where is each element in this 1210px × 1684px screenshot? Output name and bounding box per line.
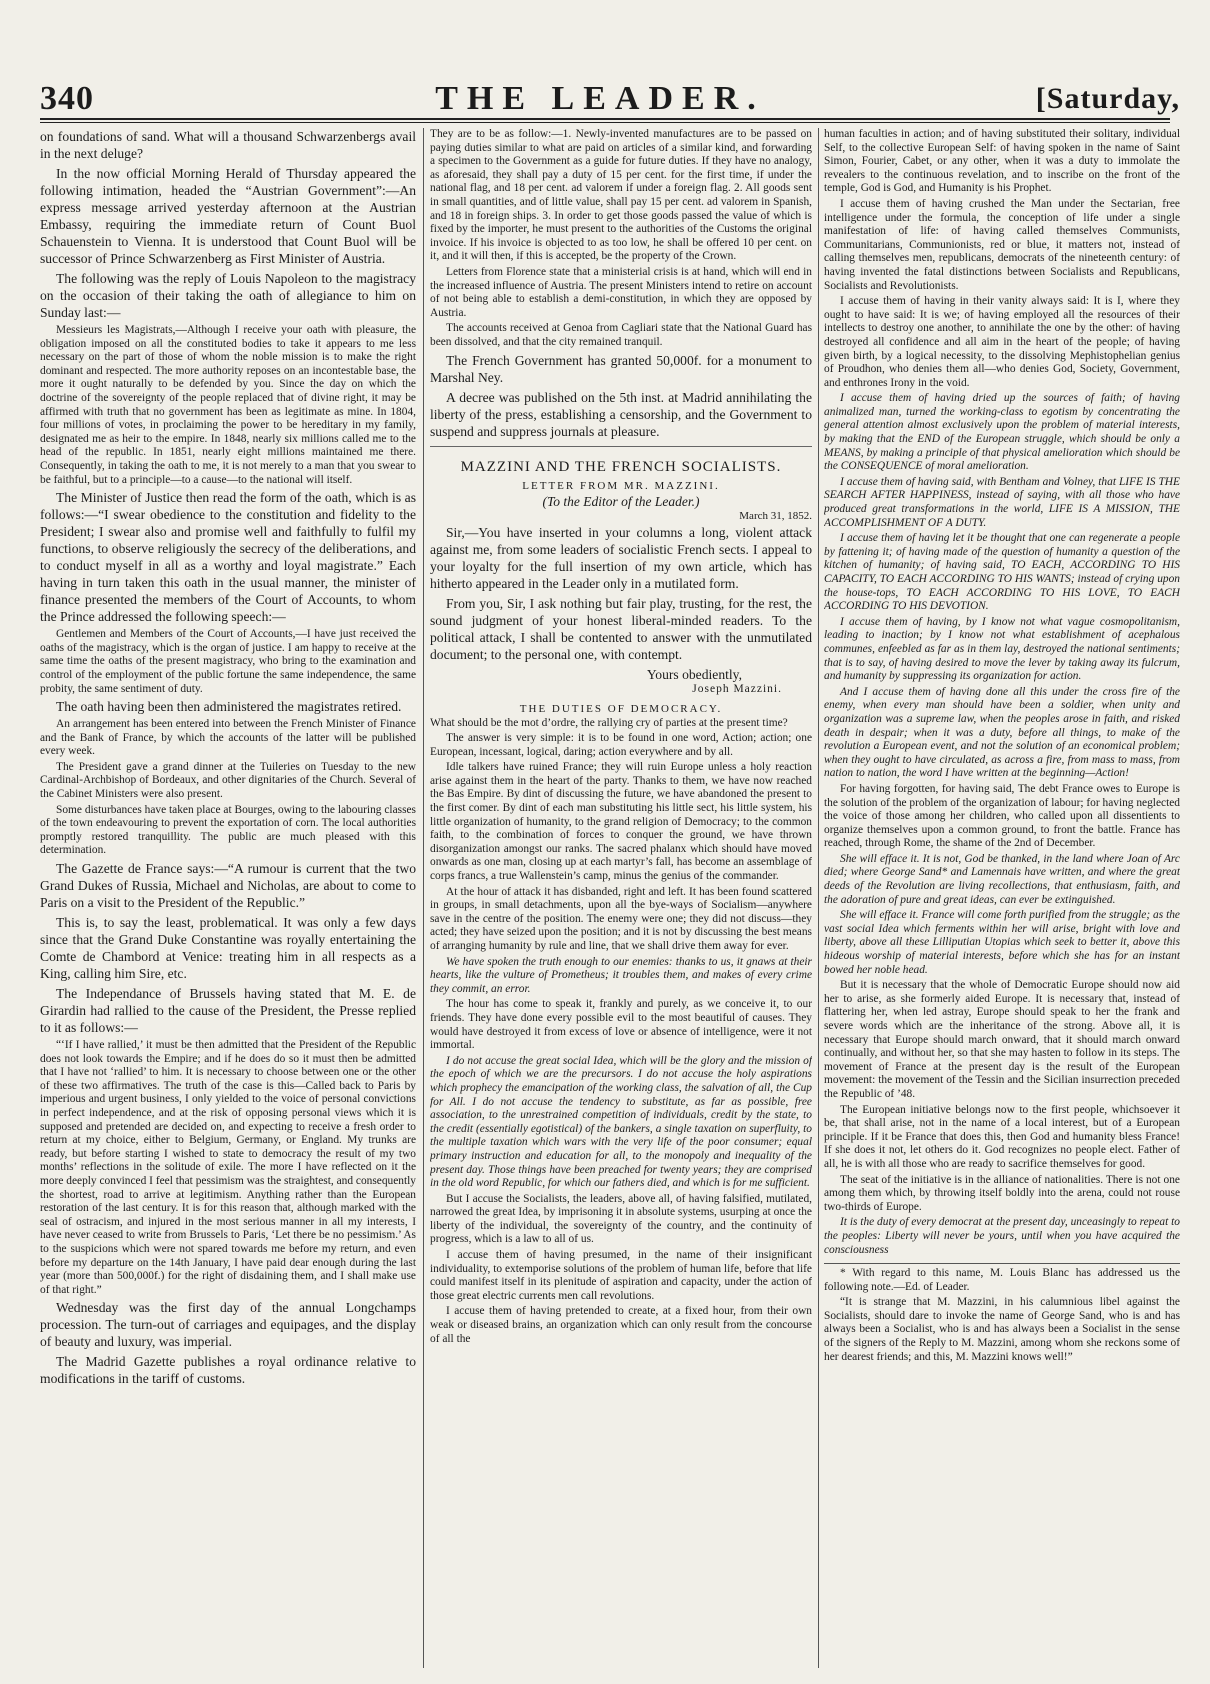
quoted-speech: Gentlemen and Members of the Court of Accounts,—I have just received the oaths of the magistracy, which is the organ of justice. I am happy to receive at the same time the oaths of the present magistracy, who bring to the examination and control of the employment of the public fortune the same independence, the same probity, the same sentiment of duty. bbox=[40, 628, 416, 695]
signature: Joseph Mazzini. bbox=[692, 682, 782, 695]
editor-note: (To the Editor of the Leader.) bbox=[542, 493, 700, 509]
paragraph: The accounts received at Genoa from Cagliari state that the National Guard has been dissolved, and that the city remained tranquil. bbox=[430, 322, 812, 348]
column-1 bbox=[40, 128, 416, 1668]
paragraph: This is, to say the least, problematical. It was only a few days since that the Grand Duke Constantine was royally entertaining the Comte de Chambord at Venice: treating him in all respects as a King, calling him Sire, etc. bbox=[40, 915, 416, 982]
paragraph: I accuse them of having crushed the Man under the Sectarian, free intelligence under the formula, the conception of life under a single manifestation of life: of having called themselves Communists, Communitarians, Communionists, red or blue, it matters not, instead of calling themselves men, republicans, democrats of the nineteenth century: of having invented the fatal distinctions between Socialists and Republicans, Socialists and Revolutionists. bbox=[824, 197, 1180, 292]
news-item: Some disturbances have taken place at Bourges, owing to the labouring classes of the town endeavouring to prevent the exportation of corn. The local authorities promptly restored tranquillity. The public are much pleased with this determination. bbox=[40, 803, 416, 857]
paragraph: They are to be as follow:—1. Newly-invented manufactures are to be passed on paying duties similar to what are paid on articles of a similar kind, and forwarding a specimen to the Government as a guide for future duties. If they have no analogy, as aforesaid, they shall pay a duty of 15 per cent. for the first time, if under the national flag, and 18 per cent. ad valorem if under a foreign flag. 2. All goods sent in small quantities, and of little value, shall pay 15 per cent. ad valorem in Spanish, and 18 in foreign ships. 3. In order to get those goods passed the value of which is fixed by the importer, he must present to the authorities of the Customs the original invoice. If his invoice is objected to as too low, he shall be offered 10 per cent. on it, and it will then, if this is accepted, be the property of the Crown. bbox=[430, 128, 812, 263]
paragraph: The oath having been then administered the magistrates retired. bbox=[56, 699, 402, 715]
paragraph: A decree was published on the 5th inst. at Madrid annihilating the liberty of the press, establishing a censorship, and the Government to suspend and suppress journals at pleasure. bbox=[430, 389, 812, 439]
section-rule bbox=[430, 446, 812, 451]
section-heading: THE DUTIES OF DEMOCRACY. bbox=[519, 702, 723, 715]
paragraph: The hour has come to speak it, frankly and purely, as we conceive it, to our friends. They have done every possible evil to the most beautiful of causes. They would have destroyed it from excess of love or absence of intelligence, were it not immortal. bbox=[430, 998, 812, 1052]
issue-day: [Saturday, bbox=[1035, 82, 1180, 115]
paragraph: I accuse them of having dried up the sources of faith; of having animalized man, turned the working-class to egotism by concentrating the general attention almost exclusively upon the problem of material interests, by making that the END of the European struggle, which should be only a MEANS, by making a principle of that physical amelioration which should be the CONSEQUENCE of moral amelioration. bbox=[824, 392, 1180, 473]
paragraph: What should be the mot d’ordre, the rallying cry of parties at the present time? bbox=[430, 716, 788, 729]
paragraph: She will efface it. It is not, God be thanked, in the land where Joan of Arc died; where George Sand* and Lamennais have written, and where the great deeds of the Revolution are living recollections, that enthusiasm, faith, and the adoration of pure and great ideas, can ever be extinguished. bbox=[824, 852, 1180, 906]
paragraph: The seat of the initiative is in the alliance of nationalities. There is not one among them which, by throwing itself boldly into the arena, could not rouse two-thirds of Europe. bbox=[824, 1173, 1180, 1213]
article-subheading: LETTER FROM MR. MAZZINI. bbox=[522, 479, 720, 492]
column-3 bbox=[824, 128, 1180, 1668]
paragraph: human faculties in action; and of having substituted their solitary, individual Self, to the collective European Self: of having spoken in the name of Saint Simon, Fourier, Cabet, or any other, when it was a duty to immolate the revealers to the continuous revelation, and to inscribe on the front of the temple, God is God, and Humanity is his Prophet. bbox=[824, 128, 1180, 195]
paragraph: I accuse them of having presumed, in the name of their insignificant individuality, to extemporise solutions of the problem of human life, before that life could manifest itself in its plenitude of aspiration and capacity, under the action of those great electric currents men call revolutions. bbox=[430, 1249, 812, 1302]
paragraph: In the now official Morning Herald of Thursday appeared the following intimation, headed the “Austrian Government”:—An express message arrived yesterday afternoon at the Austrian Embassy, requiring the immediate return of Count Buol Schauenstein to Vienna. It is understood that Count Buol will be successor of Prince Schwarzenberg as First Minister of Austria. bbox=[40, 166, 416, 266]
paragraph: Idle talkers have ruined France; they will ruin Europe unless a holy reaction arise against them in the heart of the party. Thanks to them, we have now reached the Bas Empire. By dint of discussing the future, we have abandoned the present to the first comer. By dint of each man substituting his little sect, his little system, his little organization of humanity, to the grand religion of Democracy; to the common faith, to the combination of forces to conquer the ground, we have thrown disorganization amongst our ranks. The sacred phalanx which should have moved onwards as one man, closing up at each martyr’s fall, has become an assemblage of corps francs, a true Wallenstein’s camp, minus the genius of the commander. bbox=[430, 761, 812, 883]
header-rule bbox=[40, 118, 1170, 120]
paragraph: I accuse them of having pretended to create, at a fixed hour, from their own weak or diseased brains, an organization which can only result from the concourse of all the bbox=[430, 1305, 812, 1345]
paragraph: The answer is very simple: it is to be found in one word, Action; action; one European, incessant, logical, daring; action everywhere and by all. bbox=[430, 732, 812, 758]
paragraph: For having forgotten, for having said, The debt France owes to Europe is the solution of the problem of the organization of labour; for having neglected the voice of those among her children, who called upon all dissentients to organize themselves upon a common ground, to front the battle. France has reached, through Rome, the shame of the 2nd of December. bbox=[824, 782, 1180, 850]
paragraph: At the hour of attack it has disbanded, right and left. It has been found scattered in groups, in small detachments, upon all the bye-ways of Socialism—anywhere save in the centre of the position. The enemy were one; they did not discuss—they acted; they have seized upon the position; and it is not by discussing the best means of arranging humanity by rule and line, that we shall drive them away for ever. bbox=[430, 885, 812, 952]
column-divider bbox=[423, 128, 424, 1668]
paragraph: And I accuse them of having done all this under the cross fire of the enemy, when every man should have been a soldier, when unity and organization was a supreme law, when the peoples arose in faith, and risked death in despair; when it was a duty, before all things, to make of the revolution a European event, and not the solution of an economical problem; when they ought to have circulated, as across a fire, from mass to mass, from nation to nation, the word I have written at the beginning—Action! bbox=[824, 685, 1180, 780]
paragraph: The Gazette de France says:—“A rumour is current that the two Grand Dukes of Russia, Michael and Nicholas, are about to come to Paris on a visit to the President of the Republic.” bbox=[40, 861, 416, 911]
news-item: The President gave a grand dinner at the Tuileries on Tuesday to the new Cardinal-Archbishop of Bordeaux, and other dignitaries of the Church. Several of the Cabinet Ministers were also present. bbox=[40, 760, 416, 801]
sign-off: Yours obediently, bbox=[646, 666, 742, 682]
paragraph: on foundations of sand. What will a thousand Schwarzenbergs avail in the next deluge? bbox=[40, 129, 416, 161]
paragraph: It is the duty of every democrat at the present day, unceasingly to repeat to the peoples: Liberty will never be yours, until when you have acquired the consciousness bbox=[824, 1216, 1180, 1256]
column-divider bbox=[818, 128, 819, 1668]
article-heading: MAZZINI AND THE FRENCH SOCIALISTS. bbox=[460, 458, 782, 475]
paragraph: The following was the reply of Louis Napoleon to the magistracy on the occasion of their taking the oath of allegiance to him on Sunday last:— bbox=[40, 271, 416, 320]
paragraph: I accuse them of having in their vanity always said: It is I, where they ought to have said: It is we; of having employed all the resources of their intellects to destroy one another, to annihilate the one by the other: of having destroyed all confidence and all aim in the heart of the people; of having given birth, by a logical necessity, to the dissolving Mephistophelian genius of Proudhon, who denies them all—who denies God, Society, Government, and enthrones Irony in the void. bbox=[824, 295, 1180, 389]
footnote-text: “It is strange that M. Mazzini, in his calumnious libel against the Socialists, should dare to invoke the name of George Sand, who is and has always been a Socialist, who is and has always been a Socialist in the sense of the signers of the Reply to M. Mazzini, among whom she reckons some of her dearest friends; and this, M. Mazzini knows well!” bbox=[824, 1296, 1180, 1363]
footnote-text: * With regard to this name, M. Louis Blanc has addressed us the following note.—Ed. of Leader. bbox=[824, 1267, 1180, 1293]
quoted-speech: Messieurs les Magistrats,—Although I receive your oath with pleasure, the obligation imposed on all the constituted bodies to take it appears to me less necessary on the part of those of whom the noble mission is to make the right dominant and respected. The more authority reposes on an incontestable base, the more it ought naturally to be defended by you. Since the day on which the doctrine of the sovereignty of the people replaced that of divine right, it may be affirmed with truth that no government has been as legitimate as mine. In 1804, four millions of votes, in proclaiming the power to be hereditary in my family, designated me as heir to the empire. In 1848, nearly six millions called me to the head of the republic. In 1851, nearly eight millions maintained me there. Consequently, in taking the oath to me, it is not merely to a man that you swear to be faithful, but to a principle—to a cause—to the national will itself. bbox=[40, 324, 416, 486]
paragraph: The French Government has granted 50,000f. for a monument to Marshal Ney. bbox=[430, 352, 812, 385]
paragraph: But it is necessary that the whole of Democratic Europe should now aid her to arise, as she formerly aided Europe. It is necessary that, instead of flattering her, when led astray, Europe should speak to her the frank and severe words which are the inheritance of the strong. Above all, it is necessary that Europe should march onward, that it should march onward continually, and without her, so that she may hasten to follow in its steps. The movement of France at the present day is the result of the European movement: the movement of the Tessin and the Sicilian insurrection preceded the Republic of ’48. bbox=[824, 979, 1180, 1100]
paragraph: I do not accuse the great social Idea, which will be the glory and the mission of the epoch of which we are the precursors. I do not accuse the holy aspirations which prophecy the emancipation of the working class, the salvation of all, the Cup for All. I do not accuse the tendency to substitute, as far as possible, free association, to the unrestrained competition of individuals, credit by the state, to the credit (essentially egotistical) of the bankers, a single taxation on superfluity, to the multiple taxation which wars with the very life of the poor consumer; equal primary instruction and education for all, to the monopoly and inequality of the present day. Those things have been preached for twenty years; they are comprised in the old word Republic, for which our fathers died, and which is for me sufficient. bbox=[430, 1054, 812, 1190]
paragraph: I accuse them of having let it be thought that one can regenerate a people by fattening it; of having made of the question of humanity a question of the kitchen of humanity; of having said, TO EACH, ACCORDING TO HIS CAPACITY, TO EACH ACCORDING TO HIS WANTS; instead of crying upon the house-tops, TO EACH ACCORDING TO HIS LOVE, TO EACH ACCORDING TO HIS DEVOTION. bbox=[824, 532, 1180, 613]
paragraph: Wednesday was the first day of the annual Longchamps procession. The turn-out of carriages and equipages, and the display of beauty and luxury, was imperial. bbox=[40, 1300, 416, 1350]
paragraph: She will efface it. France will come forth purified from the struggle; as the vast social Idea which ferments within her will arise, bright with love and liberty, above all these Lilliputian Utopias which seek to better it, above this hideous worship of material interests, before which she has for an instant bowed her noble head. bbox=[824, 909, 1180, 976]
newspaper-title: THE LEADER. bbox=[435, 80, 765, 117]
page-number: 340 bbox=[40, 80, 94, 117]
paragraph: Letters from Florence state that a ministerial crisis is at hand, which will end in the increased influence of Austria. The present Ministers intend to retire on account of not being able to establish a demi-constitution, in which they are opposed by Austria. bbox=[430, 265, 812, 319]
paragraph: The Madrid Gazette publishes a royal ordinance relative to modifications in the tariff of customs. bbox=[40, 1354, 416, 1387]
paragraph: The Minister of Justice then read the form of the oath, which is as follows:—“I swear obedience to the constitution and fidelity to the President; I swear also and promise well and faithfully to fulfil my functions, to observe religiously the secrecy of the deliberations, and to conduct myself in all as a worthy and loyal magistrate.” Each having in turn taken this oath in the usual manner, the minister of finance presented the members of the Court of Accounts, to whom the Prince addressed the following speech:— bbox=[40, 490, 416, 625]
header-rule-thin bbox=[40, 122, 1170, 123]
paragraph: I accuse them of having said, with Bentham and Volney, that LIFE IS THE SEARCH AFTER HAPPINESS, instead of saying, with all those who have produced great transformations in the world, LIFE IS A MISSION, THE ACCOMPLISHMENT OF A DUTY. bbox=[824, 475, 1180, 529]
letter-date: March 31, 1852. bbox=[739, 509, 812, 522]
paragraph: From you, Sir, I ask nothing but fair play, trusting, for the rest, the sound judgment of your honest liberal-minded readers. To the political attack, I shall be contented to answer with the unmutilated document; to the personal one, with contempt. bbox=[430, 595, 812, 662]
paragraph: I accuse them of having, by I know not what vague cosmopolitanism, leading to inaction; by I know not what establishment of acephalous communes, enfeebled as far as in them lay, destroyed the national sentiments; that is to say, of having desired to move the lever by taking away its fulcrum, and humanity by suppressing its organization for action. bbox=[824, 615, 1180, 683]
column-2 bbox=[430, 128, 812, 1668]
news-item: An arrangement has been entered into between the French Minister of Finance and the Bank of France, by which the accounts of the latter will be published every week. bbox=[40, 718, 416, 758]
paragraph: We have spoken the truth enough to our enemies: thanks to us, it gnaws at their hearts, like the vulture of Prometheus; it troubles them, and makes of every crime they commit, an error. bbox=[430, 955, 812, 995]
quoted-letter: “‘If I have rallied,’ it must be then admitted that the President of the Republic does not look towards the Empire; and if he does do so it must then be admitted that I have not ‘rallied’ to him. It is necessary to choose between one or the other of these two affirmatives. The truth of the case is this—Called back to Paris by imperious and urgent business, I only yielded to the voice of personal convictions in perfect independence, and at the risk of opposing personal views which it is supposed and pretended are decided on, and expecting to receive a fresh order to return at my choice, either to Belgium, Germany, or England. My trunks are ready, but before starting I wished to state to democracy the result of my two months’ reflections in the solitude of exile. The more I have reflected on it the more deeply convinced I feel that pessimism was the straightest, and consequently the shortest, road to arrive at legitimism. Anything rather than the European restoration of the last century. It is for this reason that, although marked with the seal of ostracism, and injured in the most serious manner in all my interests, I have never ceased to write from Brussels to Paris, ‘Let there be no pessimism.’ As to the suspicions which were not spared towards me before my return, and even before my departure on the 14th January, I have paid dear enough during the last year (more than 500,000f.) for the right of disdaining them, and I shall make use of that right.” bbox=[40, 1039, 416, 1296]
paragraph: The Independance of Brussels having stated that M. E. de Girardin had rallied to the cause of the President, the Presse replied to it as follows:— bbox=[40, 986, 416, 1036]
paragraph: The European initiative belongs now to the first people, whichsoever it be, that shall arise, not in the name of a local interest, but of a European principle. If it be France that does this, then God and humanity bless France! If she does it not, let others do it. God recognizes no people elect. Father of all, he is with all those who are ready to sacrifice themselves for good. bbox=[824, 1103, 1180, 1170]
footnote bbox=[824, 1263, 1180, 1364]
paragraph: Sir,—You have inserted in your columns a long, violent attack against me, from some leaders of socialistic French sects. I appeal to your loyalty for the full insertion of my own article, which has hitherto appeared in the Leader only in a mutilated form. bbox=[430, 524, 812, 591]
paragraph: But I accuse the Socialists, the leaders, above all, of having falsified, mutilated, narrowed the great Idea, by imprisoning it in absolute systems, usurping at once the liberty of the individual, the sovereignty of the country, and the continuity of progress, which is a law to all of us. bbox=[430, 1192, 812, 1246]
